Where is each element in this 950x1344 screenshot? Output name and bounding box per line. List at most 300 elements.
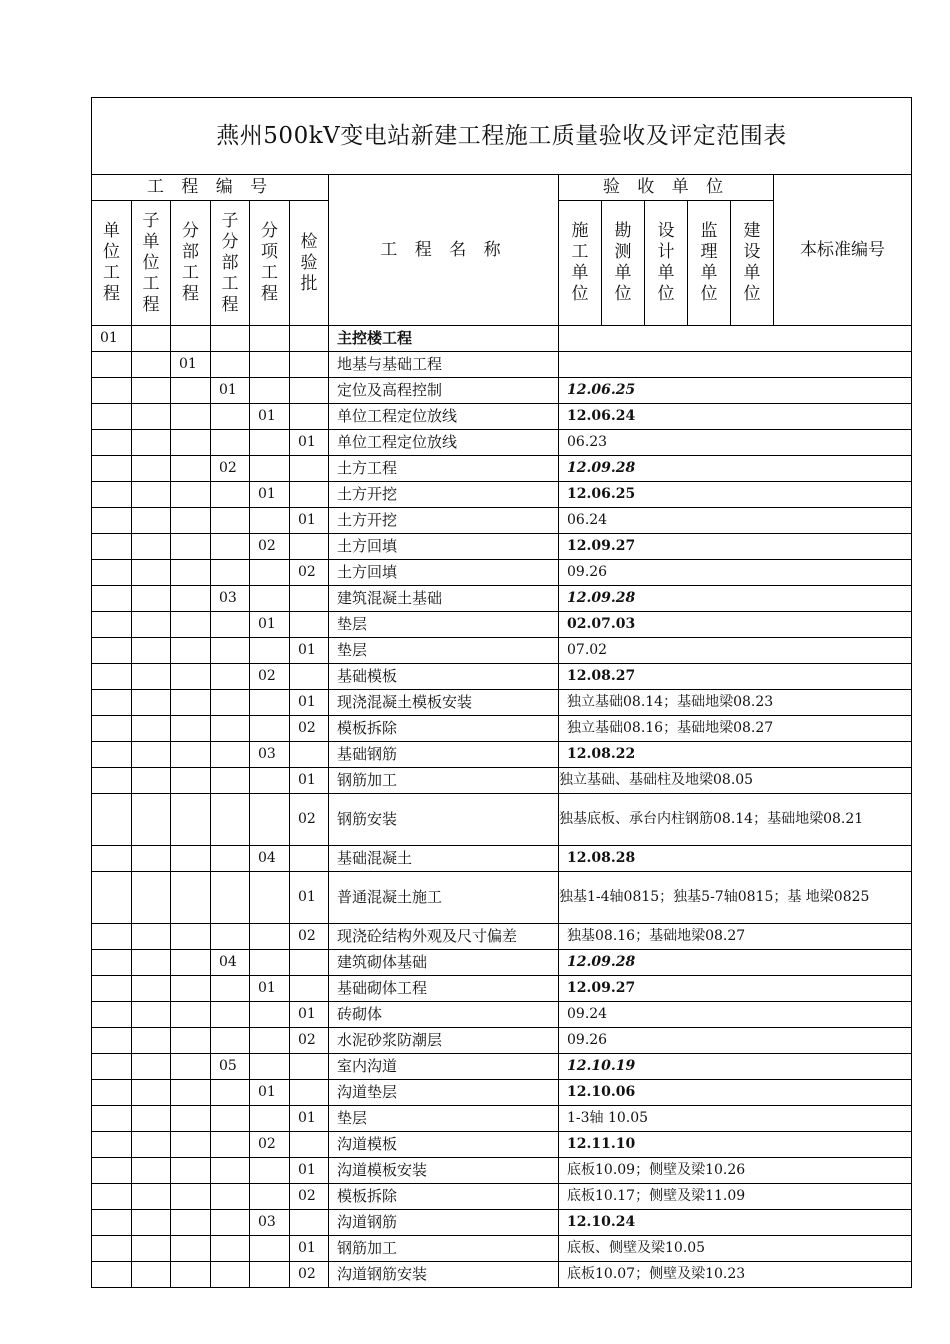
code-cell bbox=[290, 1080, 329, 1106]
project-name-cell: 现浇混凝土模板安装 bbox=[329, 690, 559, 716]
code-cell bbox=[171, 872, 211, 924]
code-cell bbox=[132, 1184, 171, 1210]
table-row bbox=[92, 534, 912, 560]
acceptance-date-cell: 12.09.28 bbox=[559, 586, 912, 612]
code-group-header: 工 程 编 号 bbox=[92, 175, 329, 201]
table-row bbox=[92, 404, 912, 430]
acceptance-date-cell: 独基底板、承台内柱钢筋08.14；基础地梁08.21 bbox=[559, 794, 912, 846]
code-cell bbox=[171, 534, 211, 560]
code-cell bbox=[290, 352, 329, 378]
project-name-cell: 单位工程定位放线 bbox=[329, 430, 559, 456]
code-cell bbox=[171, 690, 211, 716]
code-cell bbox=[171, 586, 211, 612]
code-cell bbox=[250, 638, 290, 664]
project-name-cell: 沟道模板安装 bbox=[329, 1158, 559, 1184]
code-cell bbox=[250, 456, 290, 482]
code-cell bbox=[290, 1054, 329, 1080]
standard-number-header: 本标准编号 bbox=[774, 175, 912, 326]
code-cell: 01 bbox=[290, 430, 329, 456]
code-cell bbox=[92, 612, 132, 638]
code-cell bbox=[132, 508, 171, 534]
table-row bbox=[92, 482, 912, 508]
code-cell bbox=[132, 1080, 171, 1106]
code-cell bbox=[92, 1080, 132, 1106]
code-cell: 01 bbox=[250, 612, 290, 638]
project-name-cell: 基础砌体工程 bbox=[329, 976, 559, 1002]
code-cell bbox=[250, 1106, 290, 1132]
sub-unit-project-header: 子 单 位 工 程 bbox=[132, 201, 171, 326]
code-cell bbox=[92, 508, 132, 534]
code-cell bbox=[250, 378, 290, 404]
code-cell bbox=[211, 482, 250, 508]
code-cell bbox=[92, 482, 132, 508]
code-cell bbox=[132, 664, 171, 690]
code-cell bbox=[132, 456, 171, 482]
project-name-cell: 土方开挖 bbox=[329, 508, 559, 534]
table-row bbox=[92, 560, 912, 586]
code-cell bbox=[92, 768, 132, 794]
project-name-header: 工 程 名 称 bbox=[329, 175, 559, 326]
code-cell: 01 bbox=[290, 1106, 329, 1132]
code-cell bbox=[211, 534, 250, 560]
code-cell bbox=[250, 1028, 290, 1054]
code-cell bbox=[132, 1028, 171, 1054]
code-cell bbox=[171, 1132, 211, 1158]
code-cell bbox=[250, 1262, 290, 1288]
acceptance-date-cell: 独立基础08.14；基础地梁08.23 bbox=[559, 690, 912, 716]
code-cell bbox=[132, 1236, 171, 1262]
code-cell bbox=[250, 794, 290, 846]
acceptance-date-cell: 底板10.09；侧壁及梁10.26 bbox=[559, 1158, 912, 1184]
code-cell bbox=[211, 1184, 250, 1210]
code-cell bbox=[290, 1210, 329, 1236]
code-cell bbox=[211, 1262, 250, 1288]
code-cell: 01 bbox=[92, 326, 132, 352]
code-cell bbox=[250, 586, 290, 612]
code-cell bbox=[211, 742, 250, 768]
code-cell bbox=[290, 846, 329, 872]
acceptance-date-cell: 12.08.27 bbox=[559, 664, 912, 690]
code-cell bbox=[211, 1158, 250, 1184]
code-cell: 02 bbox=[250, 664, 290, 690]
table-row bbox=[92, 742, 912, 768]
code-cell: 01 bbox=[250, 482, 290, 508]
code-cell bbox=[171, 794, 211, 846]
code-cell bbox=[211, 1002, 250, 1028]
table-row bbox=[92, 1002, 912, 1028]
code-cell bbox=[211, 1028, 250, 1054]
code-cell bbox=[171, 1028, 211, 1054]
code-cell bbox=[211, 976, 250, 1002]
code-cell bbox=[171, 638, 211, 664]
code-cell bbox=[132, 378, 171, 404]
table-row bbox=[92, 1028, 912, 1054]
code-cell bbox=[171, 1080, 211, 1106]
project-name-cell: 垫层 bbox=[329, 1106, 559, 1132]
acceptance-date-cell: 06.24 bbox=[559, 508, 912, 534]
code-cell bbox=[92, 1210, 132, 1236]
acceptance-date-cell: 07.02 bbox=[559, 638, 912, 664]
code-cell bbox=[211, 612, 250, 638]
code-cell: 01 bbox=[290, 1236, 329, 1262]
code-cell bbox=[250, 1002, 290, 1028]
acceptance-date-cell: 12.10.24 bbox=[559, 1210, 912, 1236]
code-cell bbox=[171, 1106, 211, 1132]
table-row bbox=[92, 638, 912, 664]
item-project-header: 分 项 工 程 bbox=[250, 201, 290, 326]
code-cell bbox=[250, 1054, 290, 1080]
code-cell: 01 bbox=[211, 378, 250, 404]
code-cell bbox=[132, 612, 171, 638]
code-cell bbox=[250, 768, 290, 794]
table-row bbox=[92, 924, 912, 950]
code-cell bbox=[132, 976, 171, 1002]
table-row bbox=[92, 1132, 912, 1158]
code-cell bbox=[171, 664, 211, 690]
acceptance-date-cell: 06.23 bbox=[559, 430, 912, 456]
code-cell bbox=[211, 690, 250, 716]
code-cell bbox=[132, 352, 171, 378]
project-name-cell: 基础混凝土 bbox=[329, 846, 559, 872]
project-name-cell: 土方回填 bbox=[329, 560, 559, 586]
acceptance-date-cell: 12.09.27 bbox=[559, 534, 912, 560]
code-cell bbox=[250, 872, 290, 924]
code-cell bbox=[290, 326, 329, 352]
project-name-cell: 砖砌体 bbox=[329, 1002, 559, 1028]
code-cell bbox=[290, 742, 329, 768]
code-cell bbox=[290, 404, 329, 430]
code-cell: 03 bbox=[250, 742, 290, 768]
survey-unit-header: 勘 测 单 位 bbox=[602, 201, 645, 326]
project-name-cell: 单位工程定位放线 bbox=[329, 404, 559, 430]
code-cell bbox=[250, 1184, 290, 1210]
code-cell bbox=[290, 482, 329, 508]
code-cell bbox=[92, 690, 132, 716]
code-cell bbox=[211, 508, 250, 534]
table-row bbox=[92, 326, 912, 352]
code-cell: 04 bbox=[211, 950, 250, 976]
project-name-cell: 垫层 bbox=[329, 638, 559, 664]
code-cell: 01 bbox=[290, 1002, 329, 1028]
acceptance-scope-table bbox=[91, 97, 912, 1288]
code-cell bbox=[132, 430, 171, 456]
code-cell bbox=[171, 378, 211, 404]
acceptance-date-cell bbox=[559, 352, 912, 378]
code-cell: 01 bbox=[290, 768, 329, 794]
table-row bbox=[92, 456, 912, 482]
table-row bbox=[92, 690, 912, 716]
project-name-cell: 主控楼工程 bbox=[329, 326, 559, 352]
code-cell bbox=[92, 352, 132, 378]
code-cell: 01 bbox=[250, 1080, 290, 1106]
code-cell bbox=[171, 924, 211, 950]
code-cell bbox=[171, 1158, 211, 1184]
code-cell bbox=[171, 716, 211, 742]
table-row bbox=[92, 430, 912, 456]
acceptance-group-header: 验 收 单 位 bbox=[559, 175, 774, 201]
project-name-cell: 现浇砼结构外观及尺寸偏差 bbox=[329, 924, 559, 950]
code-cell bbox=[92, 456, 132, 482]
code-cell bbox=[132, 690, 171, 716]
project-name-cell: 普通混凝土施工 bbox=[329, 872, 559, 924]
code-cell bbox=[92, 976, 132, 1002]
code-cell bbox=[92, 586, 132, 612]
code-cell bbox=[211, 326, 250, 352]
acceptance-date-cell: 12.10.06 bbox=[559, 1080, 912, 1106]
inspection-lot-header: 检 验 批 bbox=[290, 201, 329, 326]
code-cell bbox=[132, 326, 171, 352]
code-cell bbox=[92, 1054, 132, 1080]
code-cell: 03 bbox=[250, 1210, 290, 1236]
code-cell bbox=[211, 1106, 250, 1132]
table-row bbox=[92, 1184, 912, 1210]
code-cell bbox=[211, 846, 250, 872]
code-cell: 02 bbox=[290, 560, 329, 586]
table-row bbox=[92, 976, 912, 1002]
project-name-cell: 模板拆除 bbox=[329, 716, 559, 742]
code-cell bbox=[92, 404, 132, 430]
code-cell: 01 bbox=[250, 404, 290, 430]
code-cell bbox=[290, 456, 329, 482]
code-cell bbox=[92, 664, 132, 690]
code-cell bbox=[250, 1158, 290, 1184]
project-name-cell: 沟道模板 bbox=[329, 1132, 559, 1158]
code-cell bbox=[211, 430, 250, 456]
code-cell bbox=[92, 560, 132, 586]
project-name-cell: 垫层 bbox=[329, 612, 559, 638]
acceptance-date-cell: 独立基础、基础柱及地梁08.05 bbox=[559, 768, 912, 794]
acceptance-date-cell: 1-3轴 10.05 bbox=[559, 1106, 912, 1132]
sub-division-project-header: 子 分 部 工 程 bbox=[211, 201, 250, 326]
table-row bbox=[92, 664, 912, 690]
table-row bbox=[92, 950, 912, 976]
code-cell bbox=[171, 742, 211, 768]
project-name-cell: 钢筋加工 bbox=[329, 1236, 559, 1262]
design-unit-header: 设 计 单 位 bbox=[645, 201, 688, 326]
code-cell bbox=[92, 430, 132, 456]
document-title: 燕州500kV变电站新建工程施工质量验收及评定范围表 bbox=[92, 98, 912, 175]
acceptance-date-cell: 独基1-4轴0815；独基5-7轴0815；基 地梁0825 bbox=[559, 872, 912, 924]
code-cell bbox=[171, 1054, 211, 1080]
table-row bbox=[92, 1054, 912, 1080]
code-cell bbox=[171, 846, 211, 872]
code-cell: 02 bbox=[211, 456, 250, 482]
code-cell bbox=[171, 430, 211, 456]
acceptance-date-cell: 12.11.10 bbox=[559, 1132, 912, 1158]
table-row bbox=[92, 716, 912, 742]
code-cell bbox=[92, 638, 132, 664]
code-cell bbox=[250, 326, 290, 352]
code-cell bbox=[132, 534, 171, 560]
code-cell bbox=[92, 950, 132, 976]
project-name-cell: 土方回填 bbox=[329, 534, 559, 560]
code-cell bbox=[92, 1028, 132, 1054]
table-row bbox=[92, 1210, 912, 1236]
project-name-cell: 地基与基础工程 bbox=[329, 352, 559, 378]
acceptance-date-cell: 独立基础08.16；基础地梁08.27 bbox=[559, 716, 912, 742]
code-cell bbox=[132, 846, 171, 872]
acceptance-date-cell: 12.08.28 bbox=[559, 846, 912, 872]
acceptance-date-cell: 底板、侧壁及梁10.05 bbox=[559, 1236, 912, 1262]
table-row bbox=[92, 1262, 912, 1288]
code-cell bbox=[290, 378, 329, 404]
code-cell: 02 bbox=[290, 716, 329, 742]
table-row bbox=[92, 612, 912, 638]
code-cell bbox=[92, 794, 132, 846]
code-cell bbox=[132, 1262, 171, 1288]
code-cell: 01 bbox=[250, 976, 290, 1002]
code-cell: 02 bbox=[290, 924, 329, 950]
code-cell bbox=[171, 326, 211, 352]
project-name-cell: 沟道钢筋安装 bbox=[329, 1262, 559, 1288]
code-cell: 01 bbox=[290, 1158, 329, 1184]
table-row bbox=[92, 1158, 912, 1184]
code-cell bbox=[132, 924, 171, 950]
project-name-cell: 土方开挖 bbox=[329, 482, 559, 508]
project-name-cell: 模板拆除 bbox=[329, 1184, 559, 1210]
table-row bbox=[92, 352, 912, 378]
acceptance-date-cell: 12.08.22 bbox=[559, 742, 912, 768]
code-cell bbox=[250, 690, 290, 716]
quality-acceptance-document bbox=[91, 97, 911, 1288]
project-name-cell: 钢筋加工 bbox=[329, 768, 559, 794]
code-cell bbox=[250, 924, 290, 950]
table-row bbox=[92, 1080, 912, 1106]
acceptance-date-cell bbox=[559, 326, 912, 352]
code-cell bbox=[171, 1210, 211, 1236]
code-cell bbox=[211, 716, 250, 742]
code-cell bbox=[171, 482, 211, 508]
code-cell: 02 bbox=[250, 534, 290, 560]
supervision-unit-header: 监 理 单 位 bbox=[688, 201, 731, 326]
code-cell bbox=[92, 742, 132, 768]
acceptance-date-cell: 独基08.16；基础地梁08.27 bbox=[559, 924, 912, 950]
code-cell bbox=[92, 1002, 132, 1028]
code-cell bbox=[250, 430, 290, 456]
code-cell bbox=[211, 794, 250, 846]
code-cell: 02 bbox=[290, 1184, 329, 1210]
acceptance-date-cell: 12.09.28 bbox=[559, 456, 912, 482]
code-cell bbox=[92, 1132, 132, 1158]
project-name-cell: 基础钢筋 bbox=[329, 742, 559, 768]
code-cell bbox=[132, 950, 171, 976]
code-cell bbox=[171, 1262, 211, 1288]
code-cell bbox=[92, 1236, 132, 1262]
acceptance-date-cell: 底板10.07；侧壁及梁10.23 bbox=[559, 1262, 912, 1288]
code-cell bbox=[132, 768, 171, 794]
acceptance-date-cell: 12.09.28 bbox=[559, 950, 912, 976]
code-cell bbox=[171, 560, 211, 586]
code-cell bbox=[132, 1002, 171, 1028]
unit-project-header: 单 位 工 程 bbox=[92, 201, 132, 326]
construction-unit-header: 施 工 单 位 bbox=[559, 201, 602, 326]
table-row bbox=[92, 768, 912, 794]
code-cell bbox=[211, 1080, 250, 1106]
code-cell bbox=[290, 612, 329, 638]
code-cell bbox=[132, 638, 171, 664]
code-cell bbox=[171, 1184, 211, 1210]
project-name-cell: 建筑砌体基础 bbox=[329, 950, 559, 976]
code-cell bbox=[211, 638, 250, 664]
code-cell bbox=[250, 352, 290, 378]
acceptance-date-cell: 02.07.03 bbox=[559, 612, 912, 638]
code-cell bbox=[132, 742, 171, 768]
code-cell bbox=[92, 872, 132, 924]
code-cell bbox=[250, 1236, 290, 1262]
code-cell: 05 bbox=[211, 1054, 250, 1080]
code-cell: 02 bbox=[250, 1132, 290, 1158]
code-cell bbox=[92, 1184, 132, 1210]
table-row bbox=[92, 1236, 912, 1262]
code-cell bbox=[171, 612, 211, 638]
code-cell bbox=[92, 846, 132, 872]
code-cell: 01 bbox=[171, 352, 211, 378]
acceptance-date-cell: 12.06.25 bbox=[559, 378, 912, 404]
project-name-cell: 沟道垫层 bbox=[329, 1080, 559, 1106]
project-name-cell: 钢筋安装 bbox=[329, 794, 559, 846]
code-cell bbox=[250, 508, 290, 534]
code-cell bbox=[92, 716, 132, 742]
table-row bbox=[92, 378, 912, 404]
code-cell bbox=[290, 1132, 329, 1158]
code-cell: 01 bbox=[290, 638, 329, 664]
code-cell bbox=[132, 872, 171, 924]
code-cell bbox=[132, 1158, 171, 1184]
code-cell bbox=[211, 560, 250, 586]
code-cell bbox=[132, 560, 171, 586]
project-name-cell: 基础模板 bbox=[329, 664, 559, 690]
code-cell bbox=[211, 872, 250, 924]
project-name-cell: 定位及高程控制 bbox=[329, 378, 559, 404]
code-cell bbox=[250, 716, 290, 742]
code-cell bbox=[211, 352, 250, 378]
code-cell bbox=[211, 768, 250, 794]
table-row bbox=[92, 508, 912, 534]
table-row bbox=[92, 794, 912, 846]
acceptance-date-cell: 09.24 bbox=[559, 1002, 912, 1028]
table-row bbox=[92, 1106, 912, 1132]
code-cell bbox=[171, 1002, 211, 1028]
code-cell bbox=[211, 924, 250, 950]
code-cell bbox=[211, 404, 250, 430]
table-row bbox=[92, 872, 912, 924]
code-cell: 04 bbox=[250, 846, 290, 872]
project-name-cell: 水泥砂浆防潮层 bbox=[329, 1028, 559, 1054]
code-cell bbox=[290, 664, 329, 690]
code-cell bbox=[250, 560, 290, 586]
acceptance-date-cell: 12.06.25 bbox=[559, 482, 912, 508]
code-cell: 02 bbox=[290, 1028, 329, 1054]
code-cell: 03 bbox=[211, 586, 250, 612]
table-row bbox=[92, 586, 912, 612]
project-name-cell: 建筑混凝土基础 bbox=[329, 586, 559, 612]
code-cell bbox=[132, 482, 171, 508]
project-name-cell: 沟道钢筋 bbox=[329, 1210, 559, 1236]
division-project-header: 分 部 工 程 bbox=[171, 201, 211, 326]
table-row bbox=[92, 846, 912, 872]
code-cell bbox=[211, 1210, 250, 1236]
code-cell bbox=[92, 1262, 132, 1288]
code-cell bbox=[132, 794, 171, 846]
code-cell bbox=[211, 1236, 250, 1262]
code-cell bbox=[171, 404, 211, 430]
code-cell bbox=[211, 664, 250, 690]
code-cell bbox=[132, 716, 171, 742]
code-cell bbox=[250, 950, 290, 976]
code-cell bbox=[290, 976, 329, 1002]
owner-unit-header: 建 设 单 位 bbox=[731, 201, 774, 326]
code-cell bbox=[92, 534, 132, 560]
